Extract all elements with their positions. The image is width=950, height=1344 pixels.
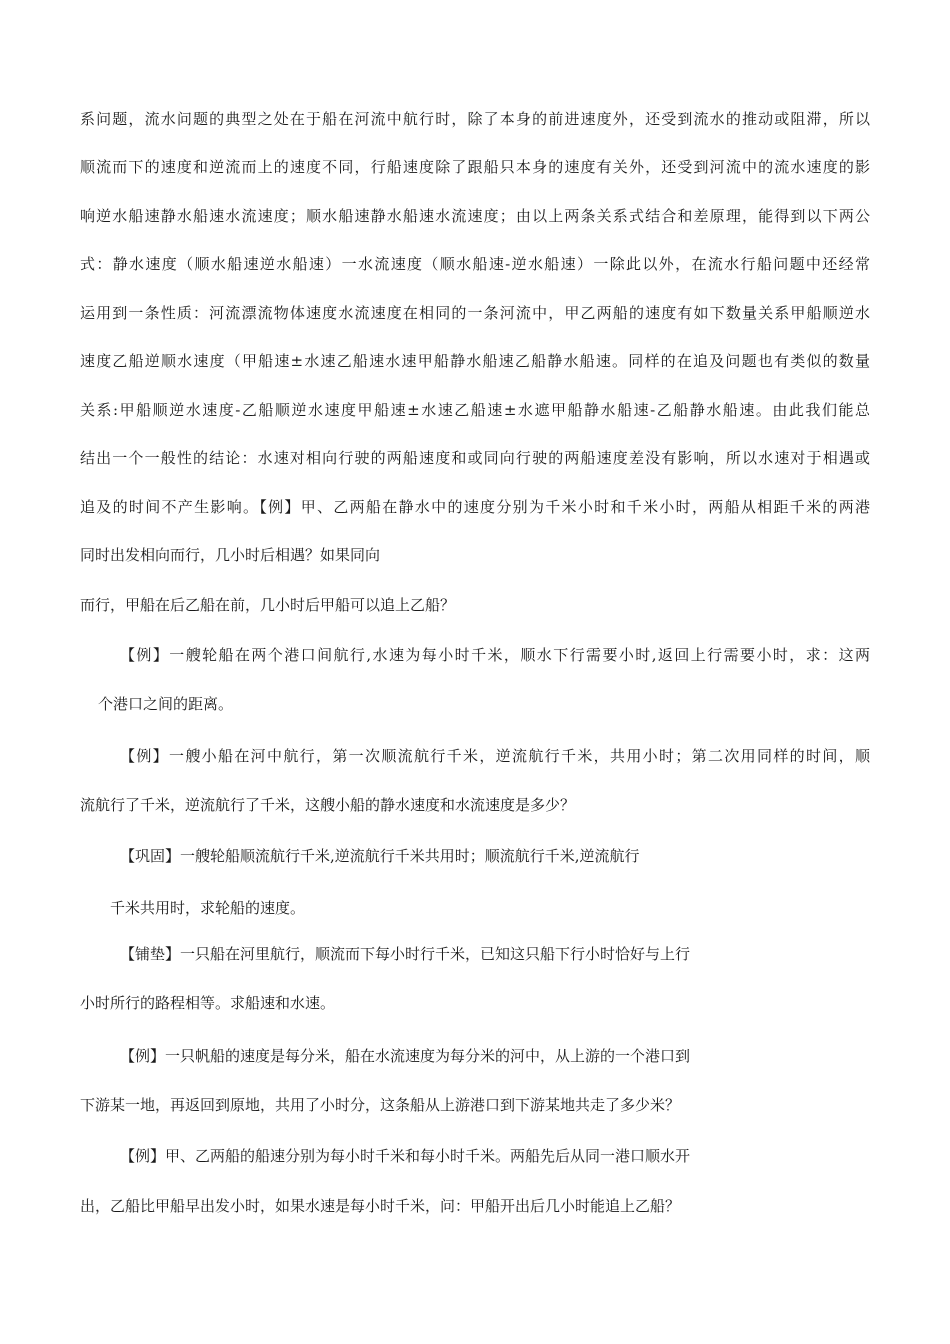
text-line: 结出一个一般性的结论：水速对相向行驶的两船速度和或同向行驶的两船速度差没有影响，所以水速对于相遇或 (80, 449, 870, 467)
example-line: 流航行了千米，逆流航行了千米，这艘小船的静水速度和水流速度是多少？ (80, 796, 576, 814)
text-line: 系问题，流水问题的典型之处在于船在河流中航行时，除了本身的前进速度外，还受到流水的推动或阻滞，所以 (80, 110, 870, 128)
example-line: 【巩固】一艘轮船顺流航行千米,逆流航行千米共用时；顺流航行千米,逆流航行 (120, 847, 640, 865)
text-line: 运用到一条性质：河流漂流物体速度水流速度在相同的一条河流中，甲乙两船的速度有如下数量关系甲船顺逆水 (80, 304, 870, 322)
example-line: 出，乙船比甲船早出发小时，如果水速是每小时千米，问：甲船开出后几小时能追上乙船？ (80, 1197, 681, 1215)
example-line: 【例】一艘轮船在两个港口间航行,水速为每小时千米，顺水下行需要小时,返回上行需要小时，求：这两 (120, 646, 870, 664)
example-line: 【例】一只帆船的速度是每分米，船在水流速度为每分米的河中，从上游的一个港口到 (120, 1047, 691, 1065)
text-line: 式：静水速度（顺水船速逆水船速）一水流速度（顺水船速-逆水船速）一除此以外，在流水行船问题中还经常 (80, 255, 870, 273)
example-line: 个港口之间的距离。 (98, 695, 234, 713)
example-line: 下游某一地，再返回到原地，共用了小时分，这条船从上游港口到下游某地共走了多少米？ (80, 1096, 681, 1114)
text-line: 而行，甲船在后乙船在前，几小时后甲船可以追上乙船？ (80, 596, 456, 614)
text-line: 追及的时间不产生影响。【例】甲、乙两船在静水中的速度分别为千米小时和千米小时，两船从相距千米的两港 (80, 498, 870, 516)
example-line: 【铺垫】一只船在河里航行，顺流而下每小时行千米，已知这只船下行小时恰好与上行 (120, 945, 691, 963)
example-line: 小时所行的路程相等。求船速和水速。 (80, 994, 336, 1012)
text-line: 顺流而下的速度和逆流而上的速度不同，行船速度除了跟船只本身的速度有关外，还受到河流中的流水速度的影 (80, 158, 870, 176)
example-line: 千米共用时，求轮船的速度。 (110, 899, 306, 917)
text-line: 速度乙船逆顺水速度（甲船速±水速乙船速水速甲船静水船速乙船静水船速。同样的在追及问题也有类似的数量 (80, 352, 870, 370)
text-line: 关系:甲船顺逆水速度-乙船顺逆水速度甲船速±水速乙船速±水遮甲船静水船速-乙船静水船速。由此我们能总 (80, 401, 870, 419)
example-line: 【例】一艘小船在河中航行，第一次顺流航行千米，逆流航行千米，共用小时；第二次用同样的时间，顺 (120, 747, 870, 765)
text-line: 响逆水船速静水船速水流速度；顺水船速静水船速水流速度；由以上两条关系式结合和差原理，能得到以下两公 (80, 207, 870, 225)
text-line: 同时出发相向而行，几小时后相遇？如果同向 (80, 546, 381, 564)
example-line: 【例】甲、乙两船的船速分别为每小时千米和每小时千米。两船先后从同一港口顺水开 (120, 1147, 691, 1165)
